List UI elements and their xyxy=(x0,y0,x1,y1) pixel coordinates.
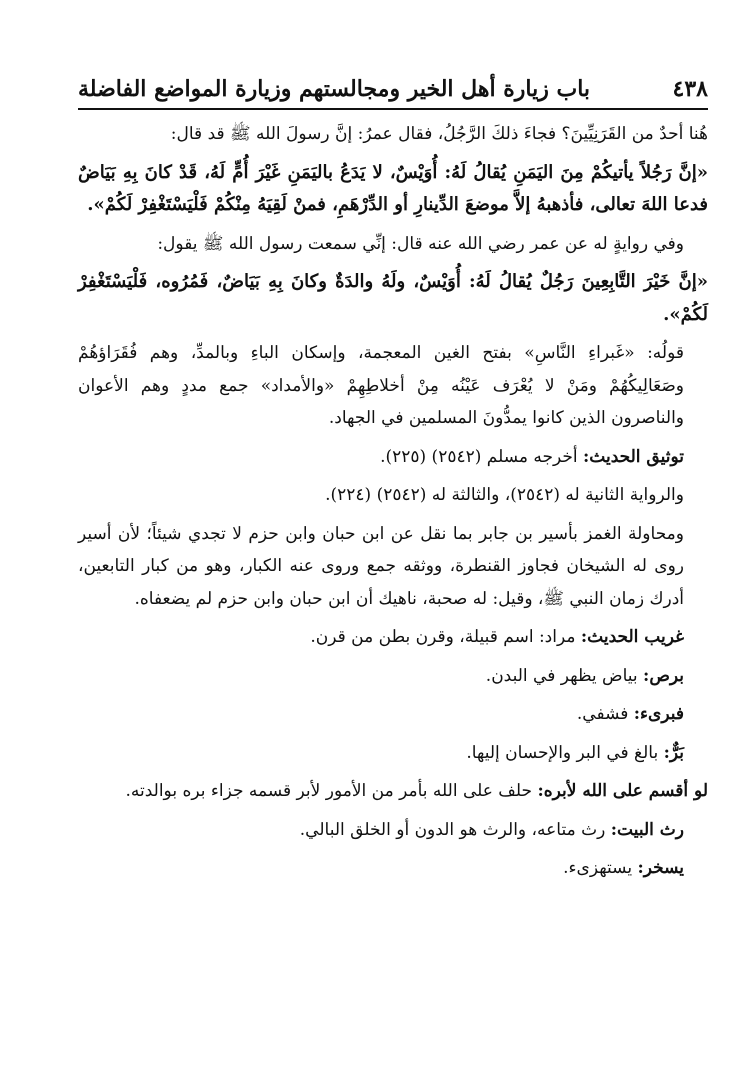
paragraph-riwaya-2: والرواية الثانية له (٢٥٤٢)، والثالثة له (٢٥٤٢) (٢٢٤). xyxy=(325,485,684,505)
hadith-text-1: «إنَّ رَجُلاً يأتيكُمْ مِنَ اليَمَنِ يُقالُ لَهُ: أُوَيْسٌ، لا يَدَعُ باليَمَنِ غَيْرَ أُمٍّ لَهُ، قَدْ كانَ بِهِ بَيَاضٌ فدعا اللهَ تعالى، فأذهبهُ إلاَّ موضعَ الدِّينارِ أو الدِّرْهَمِ، فمنْ لَقِيَهُ مِنْكُمْ فَلْيَسْتَغْفِرْ لَكُمْ». xyxy=(78,161,708,215)
paragraph-asir: ومحاولة الغمز بأسير بن جابر بما نقل عن ابن حبان وابن حزم لا تجدي شيئاً؛ لأن أسير روى له الشيخان فجاوز القنطرة، ووثقه جمع وروى عنه الكبار، وهو من كبار التابعين، أدرك زمان النبي ﷺ، وقيل: له صحبة، ناهيك أن ابن حبان وابن حزم لم يضعفاه. xyxy=(78,523,684,609)
gloss-barr xyxy=(78,737,708,770)
paragraph-explanation: قولُه: «غَبراءِ النَّاسِ» بفتح الغين المعجمة، وإسكان الباءِ وبالمدِّ، وهم فُقَرَاؤهُمْ وصَعَالِيكُهُمْ ومَنْ لا يُعْرَف عَيْنُه مِنْ أخلاطِهِمْ «والأمداد» جمع مددٍ وهم الأعوان والناصرون الذين كانوا يمدُّونَ المسلمين في الجهاد. xyxy=(78,343,684,428)
gloss-law-def: حلف على الله بأمر من الأمور لأبر قسمه جزاء بره بوالدته. xyxy=(125,781,533,801)
gloss-fabri-def: فشفي. xyxy=(576,704,629,724)
gloss-rath-def: رث متاعه، والرث هو الدون أو الخلق البالي. xyxy=(299,819,606,840)
gloss-baras-term: برص: xyxy=(643,665,684,686)
gloss-baras-def: بياض يظهر في البدن. xyxy=(485,665,638,686)
hadith-text-2: «إنَّ خَيْرَ التَّابِعِينَ رَجُلٌ يُقالُ لَهُ: أُوَيْسٌ، ولَهُ والدَةٌ وكانَ بِهِ بَيَاضٌ، فَمُرُوه، فَلْيَسْتَغْفِرْ لَكُمْ». xyxy=(78,271,709,325)
gharib-text: مراد: اسم قبيلة، وقرن بطن من قرن. xyxy=(310,627,576,647)
paragraph-intro: هُنا أحدٌ من القَرَنِيِّينَ؟ فجاءَ ذلكَ الرَّجُلُ، فقال عمرُ: إنَّ رسولَ الله ﷺ قد قال: xyxy=(170,124,708,144)
header-divider xyxy=(78,108,708,110)
gloss-yaskhar-def: يستهزىء. xyxy=(563,858,633,878)
tawthiq-line xyxy=(78,441,708,474)
gloss-law xyxy=(78,775,708,808)
gloss-law-term: لو أقسم على الله لأبره: xyxy=(537,781,708,801)
gloss-barr-term: بَرٌّ: xyxy=(663,742,684,763)
gloss-fabri-term: فبرىء: xyxy=(633,704,684,724)
page-body xyxy=(78,118,708,891)
page-header xyxy=(78,72,708,106)
page-number: ٤٣٨ xyxy=(672,76,708,102)
gloss-yaskhar-term: يسخر: xyxy=(637,858,684,878)
tawthiq-label: توثيق الحديث: xyxy=(583,446,684,467)
gharib-line xyxy=(78,621,708,654)
paragraph-riwaya: وفي روايةٍ له عن عمر رضي الله عنه قال: إنِّي سمعت رسول الله ﷺ يقول: xyxy=(157,233,684,254)
gloss-rath-term: رث البيت: xyxy=(610,819,684,840)
gloss-rath xyxy=(78,814,708,847)
gloss-baras xyxy=(78,660,708,693)
gloss-fabri xyxy=(78,698,708,731)
gharib-label: غريب الحديث: xyxy=(580,627,684,647)
tawthiq-text: أخرجه مسلم (٢٥٤٢) (٢٢٥). xyxy=(380,446,578,467)
gloss-yaskhar xyxy=(78,852,708,885)
gloss-barr-def: بالغ في البر والإحسان إليها. xyxy=(466,742,659,763)
chapter-title: باب زيارة أهل الخير ومجالستهم وزيارة المواضع الفاضلة xyxy=(78,76,591,102)
